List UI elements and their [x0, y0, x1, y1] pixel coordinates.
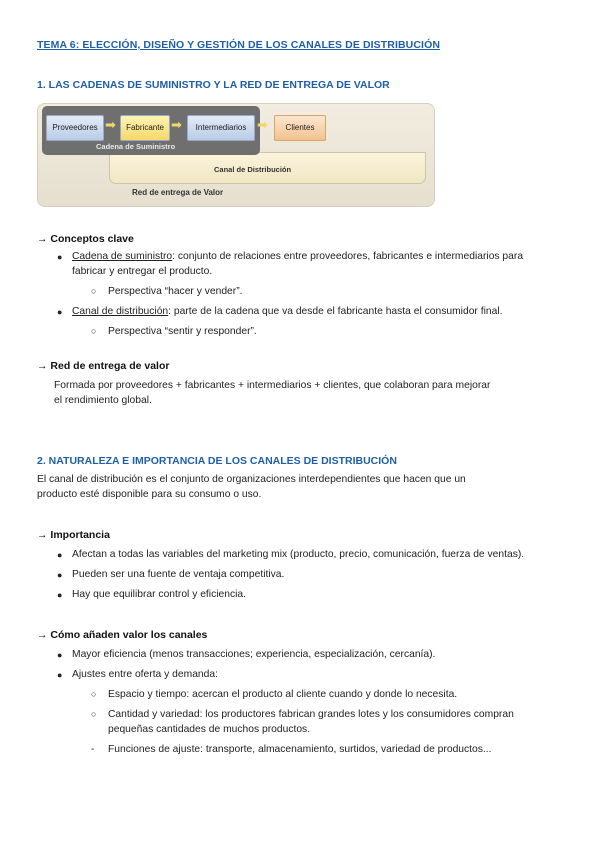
concepts-heading: → Conceptos clave [37, 233, 134, 245]
node-clientes: Clientes [274, 115, 326, 141]
section-2-intro: El canal de distribución es el conjunto de organizaciones interdependientes que hacen que un producto esté disponible para su consumo o uso. [37, 474, 466, 500]
node-intermediarios: Intermediarios [187, 115, 255, 141]
bullet-icon: ● [57, 252, 63, 262]
value-heading: → Cómo añaden valor los canales [37, 629, 208, 641]
section-1-heading: 1. LAS CADENAS DE SUMINISTRO Y LA RED DE ENTREGA DE VALOR [37, 79, 390, 91]
importance-heading: → Importancia [37, 529, 110, 541]
list-item: ● Mayor eficiencia (menos transacciones; experiencia, especialización, cercanía). [72, 648, 435, 663]
node-fabricante: Fabricante [120, 115, 170, 141]
supply-chain-label: Cadena de Suministro [96, 142, 176, 151]
list-item: ● Cadena de suministro: conjunto de relaciones entre proveedores, fabricantes e intermediarios para fabricar y entregar el producto. [57, 251, 524, 277]
list-item: ● Hay que equilibrar control y eficiencia. [72, 588, 246, 603]
channel-label: Canal de Distribución [214, 165, 292, 174]
network-paragraph: Formada por proveedores + fabricantes + intermediarios + clientes, que colaboran para mejorar el rendimiento global. [54, 380, 491, 406]
bullet-icon: ● [57, 670, 63, 680]
list-item: ○ Perspectiva “hacer y vender”. [91, 286, 243, 297]
network-label: Red de entrega de Valor [132, 188, 224, 197]
arrow-icon: ➡ [257, 117, 268, 132]
arrow-icon: ➡ [171, 117, 182, 132]
bullet-icon: ● [57, 570, 63, 580]
list-item: ○ Perspectiva “sentir y responder”. [91, 326, 257, 337]
dash-bullet-icon: - [91, 744, 95, 755]
arrow-icon: ➡ [105, 117, 116, 132]
list-item: ○ Cantidad y variedad: los productores fabrican grandes lotes y los consumidores compran pequeñas cantidades de muchos productos. [91, 709, 514, 735]
bullet-icon: ● [57, 590, 63, 600]
bullet-icon: ● [57, 550, 63, 560]
network-heading: → Red de entrega de valor [37, 360, 170, 372]
circle-bullet-icon: ○ [91, 326, 97, 336]
circle-bullet-icon: ○ [91, 709, 97, 719]
list-item: ○ Espacio y tiempo: acercan el producto al cliente cuando y donde lo necesita. [91, 689, 458, 700]
list-item: ● Ajustes entre oferta y demanda: [72, 668, 218, 683]
bullet-icon: ● [57, 650, 63, 660]
bullet-icon: ● [57, 307, 63, 317]
node-proveedores: Proveedores [46, 115, 104, 141]
page-title: TEMA 6: ELECCIÓN, DISEÑO Y GESTIÓN DE LOS CANALES DE DISTRIBUCIÓN [37, 39, 441, 51]
circle-bullet-icon: ○ [91, 286, 97, 296]
list-item: - Funciones de ajuste: transporte, almacenamiento, surtidos, variedad de productos... [108, 743, 492, 758]
circle-bullet-icon: ○ [91, 689, 97, 699]
term-supply-chain: Cadena de suministro [72, 251, 173, 262]
list-item: ● Canal de distribución: parte de la cadena que va desde el fabricante hasta el consumidor final. [72, 305, 572, 320]
section-2-heading: 2. NATURALEZA E IMPORTANCIA DE LOS CANALES DE DISTRIBUCIÓN [37, 455, 397, 467]
term-distribution-channel: Canal de distribución [72, 306, 169, 317]
list-item: ● Pueden ser una fuente de ventaja competitiva. [72, 568, 284, 583]
list-item: ● Afectan a todas las variables del marketing mix (producto, precio, comunicación, fuerza de ventas). [72, 548, 524, 563]
